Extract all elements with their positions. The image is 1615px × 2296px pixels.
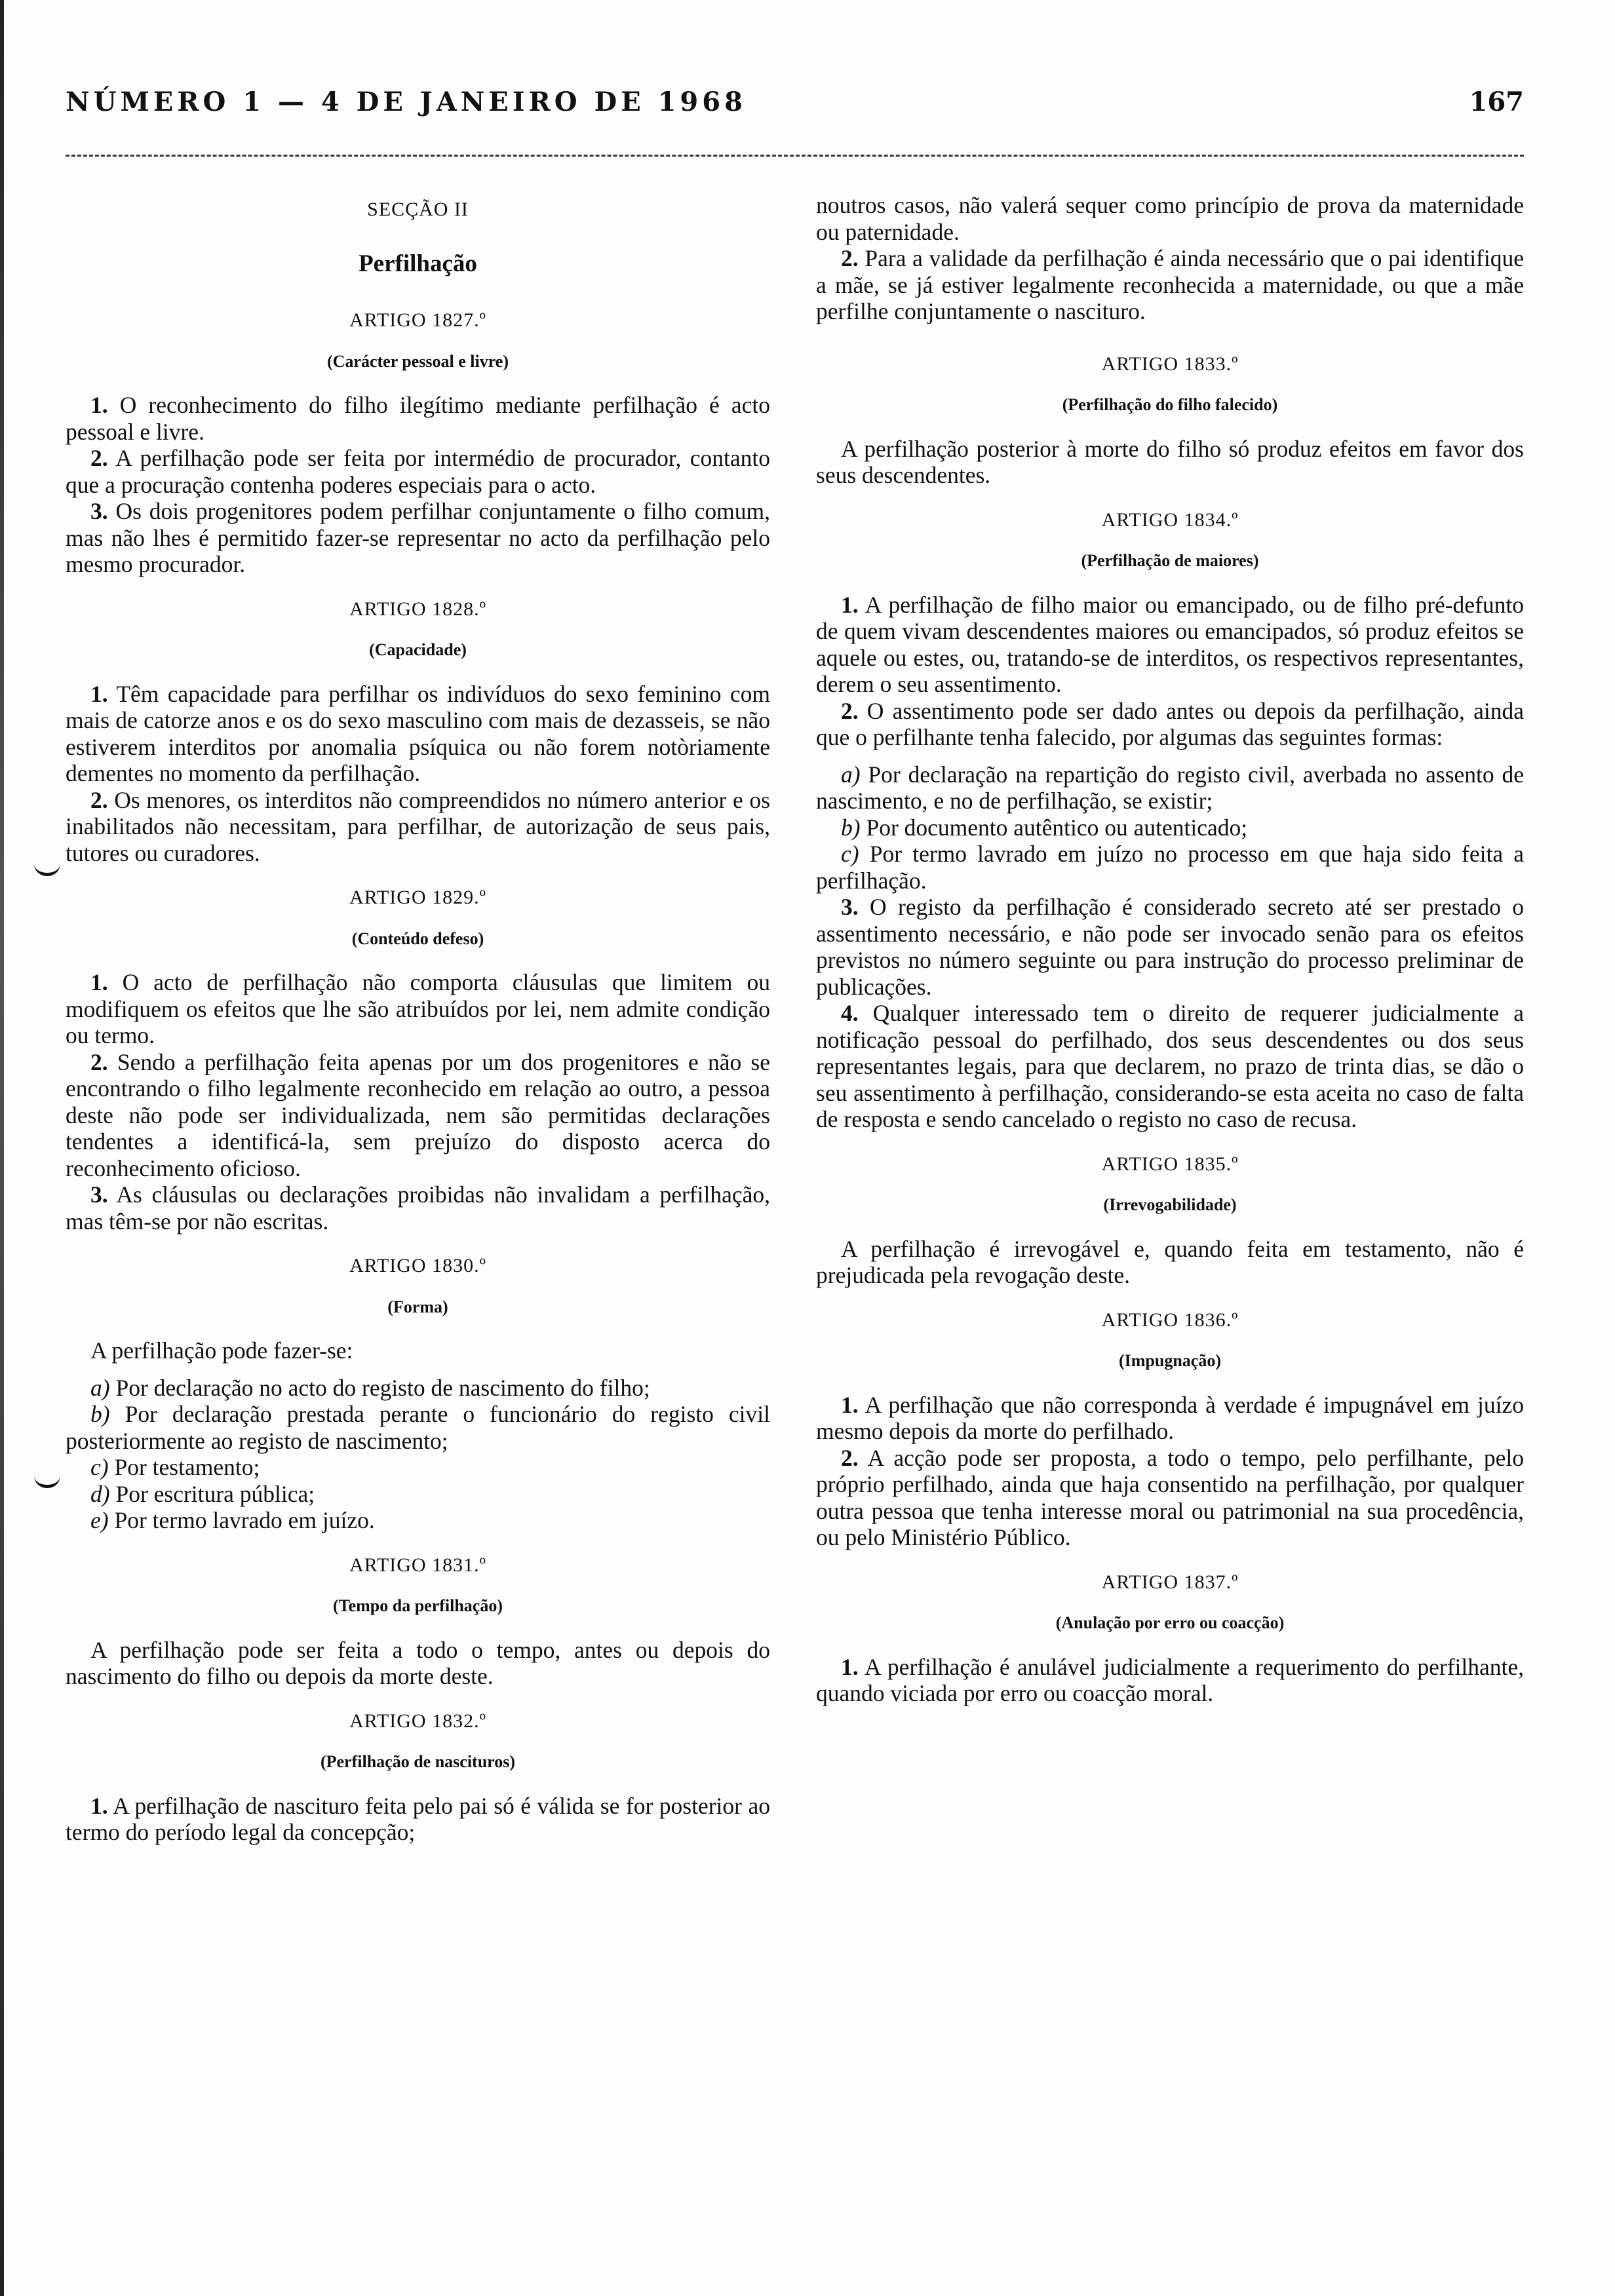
paragraph-text: A perfilhação pode ser feita por intermédio de procurador, contanto que a procuração contenha poderes especiais para o acto.	[66, 445, 770, 498]
paragraph-number: 1.	[841, 1391, 859, 1418]
article-number: ARTIGO 1832.º	[349, 1710, 486, 1732]
item-text: Por escritura pública;	[109, 1480, 315, 1507]
paragraph-text: Os dois progenitores podem perfilhar conjuntamente o filho comum, mas não lhes é permitido fazer-se representar no acto da perfilhação pelo mesmo procurador.	[66, 498, 770, 577]
spacer	[66, 1364, 770, 1375]
scan-edge-shadow	[0, 0, 4, 2296]
article-1833	[816, 351, 1524, 489]
article-heading: (Forma)	[387, 1297, 448, 1316]
paragraph-number: 2.	[841, 245, 859, 271]
paragraph-text: Têm capacidade para perfilhar os indivíduos do sexo feminino com mais de catorze anos e os do sexo masculino com mais de dezasseis, se não estiverem interditos por anomalia psíquica ou não forem notòriamente dementes no momento da perfilhação.	[66, 680, 770, 786]
paragraph	[66, 1049, 770, 1182]
list-item	[66, 1401, 770, 1454]
paragraph-number: 3.	[841, 894, 859, 920]
margin-bracket-mark	[34, 1476, 60, 1488]
article-number: ARTIGO 1829.º	[349, 887, 486, 908]
paragraph-number: 1.	[90, 392, 108, 418]
article-1832	[66, 1708, 770, 1846]
paragraph: A perfilhação é irrevogável e, quando feita em testamento, não é prejudicada pela revogação deste.	[816, 1235, 1524, 1288]
list-item	[816, 761, 1524, 814]
item-letter: d)	[90, 1480, 110, 1507]
paragraph-text: Os menores, os interditos não compreendidos no número anterior e os inabilitados não necessitam, para perfilhar, de autorização de seus pais, tutores ou curadores.	[66, 786, 770, 866]
list-item	[66, 1454, 770, 1481]
item-letter: b)	[841, 814, 861, 841]
article-1837	[816, 1569, 1524, 1707]
article-number: ARTIGO 1836.º	[1101, 1309, 1239, 1331]
paragraph-text: As cláusulas ou declarações proibidas não invalidam a perfilhação, mas têm-se por não escritas.	[66, 1181, 770, 1234]
item-text: Por declaração prestada perante o funcionário do registo civil posteriormente ao registo de nascimento;	[66, 1401, 770, 1454]
paragraph-text: Para a validade da perfilhação é ainda necessário que o pai identifique a mãe, se já estiver legalmente reconhecida a maternidade, ou que a mãe perfilhe conjuntamente o nascituro.	[816, 245, 1524, 324]
list-item	[66, 1375, 770, 1402]
article-heading: (Perfilhação de nascituros)	[320, 1752, 516, 1771]
article-heading: (Conteúdo defeso)	[351, 928, 484, 948]
paragraph-number: 4.	[841, 1000, 859, 1026]
paragraph	[816, 1000, 1524, 1133]
article-heading: (Impugnação)	[1118, 1351, 1221, 1370]
paragraph	[66, 498, 770, 578]
item-text: Por termo lavrado em juízo.	[108, 1507, 375, 1533]
article-number: ARTIGO 1834.º	[1101, 508, 1239, 531]
paragraph-number: 2.	[90, 1048, 108, 1075]
paragraph	[816, 592, 1524, 698]
paragraph-text: A acção pode ser proposta, a todo o tempo, pelo perfilhante, pelo próprio perfilhado, ainda que haja consentido na perfilhação, por qualquer outra pessoa que tenha interesse moral ou patrimonial na sua procedência, ou pelo Ministério Público.	[816, 1444, 1524, 1550]
paragraph-text: O registo da perfilhação é considerado secreto até ser prestado o assentimento necessário, e não pode ser invocado senão para os efeitos previstos no número seguinte ou para instrução do processo preliminar de publicações.	[816, 894, 1524, 1000]
article-number: ARTIGO 1835.º	[1101, 1153, 1239, 1175]
article-1836	[816, 1307, 1524, 1551]
article-number: ARTIGO 1830.º	[349, 1255, 486, 1276]
article-heading: (Capacidade)	[369, 640, 467, 659]
issue-title: NÚMERO 1 — 4 DE JANEIRO DE 1968	[66, 86, 747, 117]
section-name: Perfilhação	[359, 250, 477, 277]
list-item	[66, 1507, 770, 1534]
paragraph-text: A perfilhação de nascituro feita pelo pai só é válida se for posterior ao termo do período legal da concepção;	[66, 1792, 770, 1845]
paragraph-number: 2.	[841, 1444, 859, 1471]
paragraph-number: 2.	[90, 786, 108, 813]
article-number: ARTIGO 1837.º	[1101, 1571, 1239, 1593]
article-1827	[66, 307, 770, 578]
paragraph	[66, 787, 770, 867]
paragraph-text: Sendo a perfilhação feita apenas por um dos progenitores e não se encontrando o filho legalmente reconhecido em relação ao outro, a pessoa deste não pode ser individualizada, nem são permitidas declarações tendentes a identificá-la, sem prejuízo do disposto acerca do reconhecimento oficioso.	[66, 1048, 770, 1181]
paragraph-intro: A perfilhação pode fazer-se:	[90, 1337, 353, 1364]
paragraph-number: 1.	[841, 591, 859, 618]
article-1831	[66, 1552, 770, 1690]
item-letter: e)	[90, 1507, 109, 1533]
article-heading: (Tempo da perfilhação)	[332, 1596, 503, 1615]
paragraph	[66, 969, 770, 1049]
item-text: Por declaração no acto do registo de nascimento do filho;	[109, 1374, 650, 1401]
paragraph	[66, 445, 770, 498]
margin-bracket-mark	[34, 864, 60, 876]
paragraph	[66, 392, 770, 445]
paragraph	[816, 1392, 1524, 1445]
article-number: ARTIGO 1827.º	[349, 309, 486, 331]
paragraph-text: A perfilhação que não corresponda à verdade é impugnável em juízo mesmo depois da morte do perfilhado.	[816, 1391, 1524, 1444]
paragraph	[66, 1181, 770, 1234]
article-1835	[816, 1151, 1524, 1289]
item-text: Por declaração na repartição do registo civil, averbada no assento de nascimento, e no de perfilhação, se existir;	[816, 761, 1524, 814]
item-text: Por termo lavrado em juízo no processo em que haja sido feita a perfilhação.	[816, 841, 1524, 894]
paragraph: A perfilhação pode ser feita a todo o tempo, antes ou depois do nascimento do filho ou depois da morte deste.	[66, 1636, 770, 1689]
left-column	[66, 197, 770, 1864]
paragraph-number: 3.	[90, 1181, 108, 1208]
paragraph-number: 1.	[841, 1653, 859, 1680]
right-column	[816, 192, 1524, 1725]
article-heading: (Anulação por erro ou coacção)	[1055, 1613, 1285, 1632]
article-number: ARTIGO 1833.º	[1101, 353, 1239, 375]
paragraph	[816, 894, 1524, 1000]
item-letter: c)	[841, 841, 859, 867]
paragraph	[816, 1445, 1524, 1551]
list-item	[816, 841, 1524, 894]
list-item	[66, 1481, 770, 1508]
paragraph-text: Qualquer interessado tem o direito de requerer judicialmente a notificação pessoal do perfilhado, dos seus descendentes ou dos seus representantes legais, para que declarem, no prazo de trinta dias, se dão o seu assentimento à perfilhação, considerando-se esta aceita no caso de falta de resposta e sendo cancelado o registo no caso de recusa.	[816, 1000, 1524, 1132]
article-1829	[66, 885, 770, 1234]
article-heading: (Perfilhação do filho falecido)	[1062, 395, 1278, 414]
paragraph-text: A perfilhação é anulável judicialmente a requerimento do perfilhante, quando viciada por erro ou coacção moral.	[816, 1653, 1524, 1706]
spacer	[816, 325, 1524, 351]
article-heading: (Perfilhação de maiores)	[1081, 551, 1259, 570]
article-1828	[66, 596, 770, 867]
paragraph-number: 3.	[90, 498, 108, 524]
paragraph	[816, 698, 1524, 751]
paragraph-number: 1.	[90, 680, 108, 707]
paragraph	[816, 245, 1524, 325]
section-label: SECÇÃO II	[367, 199, 469, 220]
page-header	[66, 86, 1524, 126]
paragraph	[66, 681, 770, 787]
article-heading: (Carácter pessoal e livre)	[327, 351, 509, 371]
continued-paragraph: noutros casos, não valerá sequer como princípio de prova da maternidade ou paternidade.	[816, 192, 1524, 245]
item-text: Por documento autêntico ou autenticado;	[860, 814, 1248, 841]
item-letter: a)	[90, 1374, 110, 1401]
item-letter: a)	[841, 761, 861, 788]
article-1834	[816, 507, 1524, 1133]
article-heading: (Irrevogabilidade)	[1103, 1195, 1237, 1214]
header-divider	[66, 155, 1524, 157]
paragraph: A perfilhação posterior à morte do filho só produz efeitos em favor dos seus descendentes.	[816, 435, 1524, 488]
paragraph-number: 2.	[90, 445, 108, 471]
paragraph-text: O reconhecimento do filho ilegítimo mediante perfilhação é acto pessoal e livre.	[66, 392, 770, 445]
paragraph-number: 2.	[841, 697, 859, 724]
paragraph-text: O assentimento pode ser dado antes ou depois da perfilhação, ainda que o perfilhante tenha falecido, por algumas das seguintes formas:	[816, 697, 1524, 750]
item-text: Por testamento;	[108, 1454, 260, 1480]
paragraph	[66, 1793, 770, 1846]
page-number: 167	[1469, 86, 1524, 117]
paragraph-number: 1.	[90, 969, 108, 995]
article-1830	[66, 1253, 770, 1534]
article-number: ARTIGO 1831.º	[349, 1554, 486, 1576]
list-item	[816, 814, 1524, 841]
article-number: ARTIGO 1828.º	[349, 598, 486, 620]
paragraph-text: A perfilhação de filho maior ou emancipado, ou de filho pré-defunto de quem vivam descendentes maiores ou emancipados, só produz efeitos se aquele ou estes, ou, tratando-se de interditos, os respectivos representantes, derem o seu assentimento.	[816, 591, 1524, 697]
item-letter: b)	[90, 1401, 110, 1427]
paragraph-number: 1.	[90, 1792, 108, 1819]
item-letter: c)	[90, 1454, 109, 1480]
paragraph	[816, 1654, 1524, 1707]
spacer	[816, 751, 1524, 761]
paragraph-text: O acto de perfilhação não comporta cláusulas que limitem ou modifiquem os efeitos que lhe são atribuídos por lei, nem admite condição ou termo.	[66, 969, 770, 1048]
